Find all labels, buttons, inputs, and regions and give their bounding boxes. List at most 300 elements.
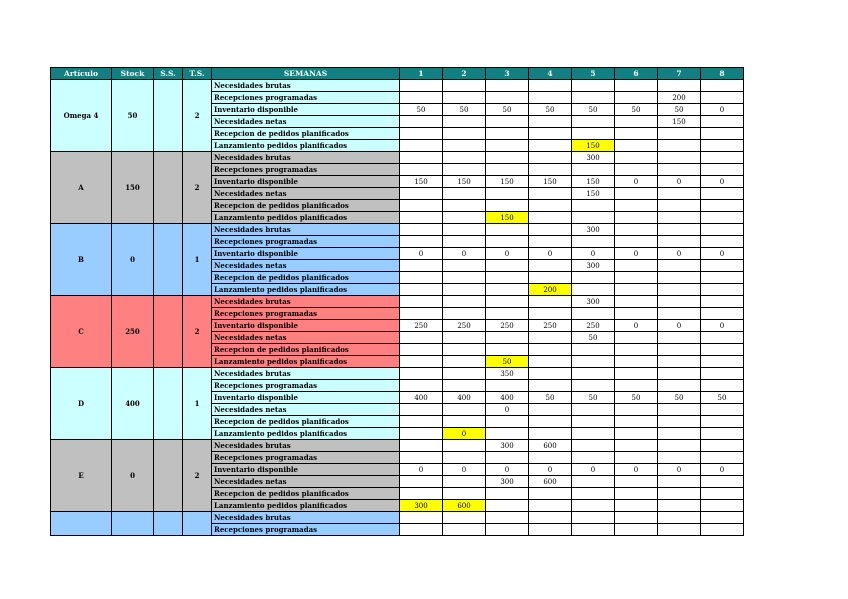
week-cell[interactable] [572,128,615,140]
week-cell[interactable] [443,416,486,428]
week-cell[interactable] [658,128,701,140]
week-cell[interactable]: 0 [658,248,701,260]
week-cell[interactable] [658,380,701,392]
week-cell[interactable] [443,308,486,320]
week-cell[interactable] [529,332,572,344]
week-cell[interactable] [443,488,486,500]
week-cell[interactable] [615,92,658,104]
week-cell[interactable] [486,332,529,344]
item-name-cell[interactable]: Omega 4 [51,80,112,152]
week-cell[interactable]: 50 [486,104,529,116]
week-cell[interactable]: 350 [486,368,529,380]
week-cell[interactable]: 0 [701,104,744,116]
week-cell[interactable] [701,212,744,224]
week-cell[interactable] [443,476,486,488]
week-cell[interactable] [658,140,701,152]
week-cell[interactable]: 0 [529,464,572,476]
week-cell[interactable]: 200 [658,92,701,104]
week-cell[interactable] [658,404,701,416]
week-cell[interactable] [443,512,486,524]
week-cell[interactable] [400,236,443,248]
week-cell[interactable]: 250 [572,320,615,332]
week-cell[interactable]: 300 [572,296,615,308]
week-cell[interactable] [486,308,529,320]
week-cell[interactable] [400,416,443,428]
week-cell[interactable] [400,380,443,392]
week-cell[interactable] [615,416,658,428]
week-cell[interactable] [701,284,744,296]
week-cell[interactable] [615,356,658,368]
week-cell[interactable] [572,92,615,104]
item-ss-cell[interactable] [154,224,183,296]
week-cell[interactable] [529,212,572,224]
week-cell[interactable]: 0 [486,404,529,416]
week-cell[interactable] [486,488,529,500]
week-cell[interactable] [486,200,529,212]
week-cell[interactable]: 150 [486,176,529,188]
week-cell[interactable] [572,284,615,296]
week-cell[interactable]: 50 [443,104,486,116]
week-cell[interactable] [400,428,443,440]
week-cell[interactable] [486,80,529,92]
week-cell[interactable]: 50 [572,392,615,404]
item-ts-cell[interactable]: 2 [183,296,212,368]
week-cell[interactable] [529,488,572,500]
week-cell[interactable] [443,80,486,92]
week-cell[interactable] [443,128,486,140]
week-cell[interactable] [572,476,615,488]
week-cell[interactable] [529,260,572,272]
week-cell[interactable]: 0 [486,464,529,476]
week-cell[interactable] [658,488,701,500]
week-cell[interactable] [443,524,486,536]
week-cell[interactable] [658,272,701,284]
week-cell[interactable] [486,344,529,356]
week-cell[interactable] [701,80,744,92]
week-cell[interactable] [443,260,486,272]
week-cell[interactable] [615,500,658,512]
week-cell[interactable] [572,80,615,92]
week-cell[interactable] [529,92,572,104]
item-ss-cell[interactable] [154,152,183,224]
item-name-cell[interactable]: D [51,368,112,440]
week-cell[interactable]: 300 [572,260,615,272]
week-cell[interactable] [701,140,744,152]
header-week-8[interactable]: 8 [701,68,744,80]
week-cell[interactable] [615,344,658,356]
week-cell[interactable] [486,428,529,440]
week-cell[interactable]: 0 [658,464,701,476]
header-semanas[interactable]: SEMANAS [212,68,400,80]
item-ts-cell[interactable]: 2 [183,80,212,152]
week-cell[interactable] [486,452,529,464]
week-cell[interactable]: 50 [701,392,744,404]
week-cell[interactable] [486,224,529,236]
week-cell[interactable] [400,80,443,92]
week-cell[interactable] [443,332,486,344]
week-cell[interactable]: 0 [443,464,486,476]
week-cell[interactable]: 0 [486,248,529,260]
item-ts-cell[interactable]: 1 [183,368,212,440]
week-cell[interactable] [572,200,615,212]
week-cell[interactable] [572,404,615,416]
week-cell[interactable] [615,116,658,128]
week-cell[interactable] [529,140,572,152]
item-stock-cell[interactable]: 250 [112,296,154,368]
week-cell[interactable] [486,296,529,308]
item-ss-cell[interactable] [154,440,183,512]
week-cell[interactable] [701,332,744,344]
week-cell[interactable] [701,164,744,176]
week-cell[interactable]: 0 [615,464,658,476]
week-cell[interactable]: 0 [529,248,572,260]
week-cell[interactable] [701,260,744,272]
week-cell[interactable] [658,236,701,248]
week-cell[interactable] [615,128,658,140]
week-cell[interactable] [529,356,572,368]
week-cell[interactable]: 300 [572,152,615,164]
week-cell[interactable] [486,260,529,272]
item-stock-cell[interactable] [112,512,154,536]
week-cell[interactable]: 0 [701,248,744,260]
week-cell[interactable]: 50 [572,104,615,116]
week-cell[interactable] [658,200,701,212]
week-cell[interactable] [615,452,658,464]
week-cell[interactable]: 50 [658,104,701,116]
week-cell[interactable] [572,212,615,224]
week-cell[interactable] [529,188,572,200]
week-cell[interactable] [400,368,443,380]
week-cell[interactable]: 600 [529,476,572,488]
week-cell[interactable] [658,440,701,452]
week-cell[interactable] [443,224,486,236]
week-cell[interactable] [658,428,701,440]
week-cell[interactable] [658,188,701,200]
week-cell[interactable] [443,296,486,308]
week-cell[interactable] [701,404,744,416]
week-cell[interactable] [658,356,701,368]
week-cell[interactable] [400,92,443,104]
week-cell[interactable] [615,428,658,440]
week-cell[interactable]: 50 [615,104,658,116]
week-cell[interactable]: 0 [443,428,486,440]
week-cell[interactable] [701,188,744,200]
week-cell[interactable] [701,344,744,356]
week-cell[interactable] [572,416,615,428]
week-cell[interactable] [529,512,572,524]
week-cell[interactable]: 50 [486,356,529,368]
week-cell[interactable] [701,224,744,236]
week-cell[interactable]: 50 [572,332,615,344]
week-cell[interactable] [572,356,615,368]
week-cell[interactable] [615,224,658,236]
week-cell[interactable]: 0 [615,320,658,332]
week-cell[interactable] [701,452,744,464]
week-cell[interactable] [658,164,701,176]
week-cell[interactable] [443,140,486,152]
week-cell[interactable]: 400 [486,392,529,404]
week-cell[interactable] [615,152,658,164]
week-cell[interactable] [529,116,572,128]
week-cell[interactable] [658,476,701,488]
week-cell[interactable] [400,164,443,176]
week-cell[interactable] [701,296,744,308]
week-cell[interactable] [486,272,529,284]
week-cell[interactable] [529,416,572,428]
week-cell[interactable]: 150 [572,140,615,152]
week-cell[interactable]: 0 [701,464,744,476]
week-cell[interactable]: 0 [658,320,701,332]
week-cell[interactable] [615,368,658,380]
week-cell[interactable] [701,440,744,452]
week-cell[interactable] [701,416,744,428]
week-cell[interactable] [701,476,744,488]
week-cell[interactable]: 400 [443,392,486,404]
item-ss-cell[interactable] [154,512,183,536]
week-cell[interactable] [443,404,486,416]
week-cell[interactable]: 50 [400,104,443,116]
week-cell[interactable] [615,308,658,320]
week-cell[interactable]: 0 [400,248,443,260]
week-cell[interactable] [443,344,486,356]
week-cell[interactable]: 150 [572,176,615,188]
week-cell[interactable] [572,368,615,380]
week-cell[interactable] [400,356,443,368]
week-cell[interactable] [658,452,701,464]
week-cell[interactable] [658,368,701,380]
week-cell[interactable] [529,80,572,92]
header-ss[interactable]: S.S. [154,68,183,80]
week-cell[interactable] [400,296,443,308]
week-cell[interactable] [400,332,443,344]
week-cell[interactable] [572,512,615,524]
item-name-cell[interactable]: C [51,296,112,368]
week-cell[interactable] [615,164,658,176]
week-cell[interactable] [658,284,701,296]
week-cell[interactable] [658,152,701,164]
week-cell[interactable] [443,440,486,452]
week-cell[interactable] [615,188,658,200]
week-cell[interactable] [486,116,529,128]
week-cell[interactable] [400,188,443,200]
week-cell[interactable] [701,92,744,104]
week-cell[interactable] [529,428,572,440]
week-cell[interactable] [572,524,615,536]
week-cell[interactable] [615,476,658,488]
week-cell[interactable]: 0 [572,464,615,476]
week-cell[interactable] [658,500,701,512]
week-cell[interactable] [529,164,572,176]
week-cell[interactable] [701,488,744,500]
week-cell[interactable]: 0 [701,176,744,188]
week-cell[interactable] [658,524,701,536]
week-cell[interactable] [443,116,486,128]
week-cell[interactable]: 200 [529,284,572,296]
week-cell[interactable]: 0 [615,248,658,260]
week-cell[interactable] [701,152,744,164]
week-cell[interactable] [400,452,443,464]
item-stock-cell[interactable]: 0 [112,440,154,512]
week-cell[interactable] [572,500,615,512]
header-week-7[interactable]: 7 [658,68,701,80]
week-cell[interactable] [701,512,744,524]
week-cell[interactable] [572,308,615,320]
week-cell[interactable] [529,344,572,356]
week-cell[interactable] [443,284,486,296]
item-ts-cell[interactable] [183,512,212,536]
week-cell[interactable] [529,200,572,212]
week-cell[interactable]: 400 [400,392,443,404]
week-cell[interactable] [572,380,615,392]
header-stock[interactable]: Stock [112,68,154,80]
item-name-cell[interactable]: E [51,440,112,512]
week-cell[interactable]: 0 [443,248,486,260]
week-cell[interactable] [443,380,486,392]
week-cell[interactable] [400,224,443,236]
week-cell[interactable] [572,236,615,248]
week-cell[interactable] [572,344,615,356]
week-cell[interactable] [572,488,615,500]
week-cell[interactable] [486,380,529,392]
header-articulo[interactable]: Artículo [51,68,112,80]
week-cell[interactable] [486,140,529,152]
week-cell[interactable] [658,260,701,272]
item-ss-cell[interactable] [154,296,183,368]
item-ss-cell[interactable] [154,80,183,152]
week-cell[interactable] [400,284,443,296]
week-cell[interactable]: 150 [486,212,529,224]
week-cell[interactable] [529,224,572,236]
week-cell[interactable] [701,272,744,284]
week-cell[interactable] [443,236,486,248]
week-cell[interactable]: 50 [615,392,658,404]
week-cell[interactable]: 0 [400,464,443,476]
week-cell[interactable]: 50 [529,104,572,116]
week-cell[interactable] [443,452,486,464]
week-cell[interactable] [572,272,615,284]
header-week-5[interactable]: 5 [572,68,615,80]
week-cell[interactable]: 600 [443,500,486,512]
week-cell[interactable] [443,368,486,380]
week-cell[interactable] [400,488,443,500]
week-cell[interactable] [486,500,529,512]
week-cell[interactable] [658,512,701,524]
week-cell[interactable] [443,152,486,164]
week-cell[interactable] [615,440,658,452]
week-cell[interactable] [443,272,486,284]
week-cell[interactable] [486,188,529,200]
week-cell[interactable] [615,332,658,344]
week-cell[interactable] [658,296,701,308]
week-cell[interactable] [615,80,658,92]
item-stock-cell[interactable]: 50 [112,80,154,152]
week-cell[interactable] [572,452,615,464]
week-cell[interactable] [615,512,658,524]
header-week-4[interactable]: 4 [529,68,572,80]
week-cell[interactable]: 150 [572,188,615,200]
week-cell[interactable] [486,284,529,296]
week-cell[interactable] [400,152,443,164]
week-cell[interactable] [529,452,572,464]
week-cell[interactable] [400,128,443,140]
week-cell[interactable] [529,296,572,308]
week-cell[interactable] [486,416,529,428]
week-cell[interactable] [486,524,529,536]
week-cell[interactable]: 150 [658,116,701,128]
week-cell[interactable] [400,404,443,416]
week-cell[interactable] [400,200,443,212]
week-cell[interactable] [615,140,658,152]
header-week-6[interactable]: 6 [615,68,658,80]
item-ts-cell[interactable]: 2 [183,152,212,224]
week-cell[interactable] [443,212,486,224]
week-cell[interactable] [400,212,443,224]
week-cell[interactable] [486,512,529,524]
week-cell[interactable] [615,284,658,296]
week-cell[interactable]: 250 [529,320,572,332]
week-cell[interactable]: 50 [658,392,701,404]
week-cell[interactable] [572,164,615,176]
week-cell[interactable] [701,428,744,440]
week-cell[interactable]: 600 [529,440,572,452]
week-cell[interactable] [400,140,443,152]
week-cell[interactable]: 150 [529,176,572,188]
week-cell[interactable] [400,440,443,452]
week-cell[interactable] [486,164,529,176]
item-name-cell[interactable]: A [51,152,112,224]
week-cell[interactable] [572,116,615,128]
week-cell[interactable] [658,332,701,344]
week-cell[interactable] [400,476,443,488]
week-cell[interactable] [701,356,744,368]
week-cell[interactable] [572,428,615,440]
header-ts[interactable]: T.S. [183,68,212,80]
week-cell[interactable] [529,380,572,392]
item-ts-cell[interactable]: 1 [183,224,212,296]
week-cell[interactable] [400,344,443,356]
header-week-3[interactable]: 3 [486,68,529,80]
week-cell[interactable] [615,200,658,212]
week-cell[interactable] [443,356,486,368]
week-cell[interactable]: 250 [400,320,443,332]
week-cell[interactable] [443,164,486,176]
week-cell[interactable]: 0 [572,248,615,260]
item-stock-cell[interactable]: 0 [112,224,154,296]
week-cell[interactable] [443,188,486,200]
week-cell[interactable] [658,344,701,356]
week-cell[interactable] [400,524,443,536]
item-name-cell[interactable]: B [51,224,112,296]
week-cell[interactable] [400,512,443,524]
header-week-1[interactable]: 1 [400,68,443,80]
item-stock-cell[interactable]: 150 [112,152,154,224]
week-cell[interactable] [658,212,701,224]
week-cell[interactable] [529,152,572,164]
item-ts-cell[interactable]: 2 [183,440,212,512]
week-cell[interactable] [486,92,529,104]
week-cell[interactable] [443,92,486,104]
week-cell[interactable] [486,128,529,140]
week-cell[interactable] [658,224,701,236]
week-cell[interactable] [615,488,658,500]
week-cell[interactable] [615,236,658,248]
week-cell[interactable]: 300 [572,224,615,236]
week-cell[interactable]: 0 [658,176,701,188]
week-cell[interactable] [486,236,529,248]
week-cell[interactable] [400,308,443,320]
week-cell[interactable] [529,272,572,284]
week-cell[interactable] [701,308,744,320]
